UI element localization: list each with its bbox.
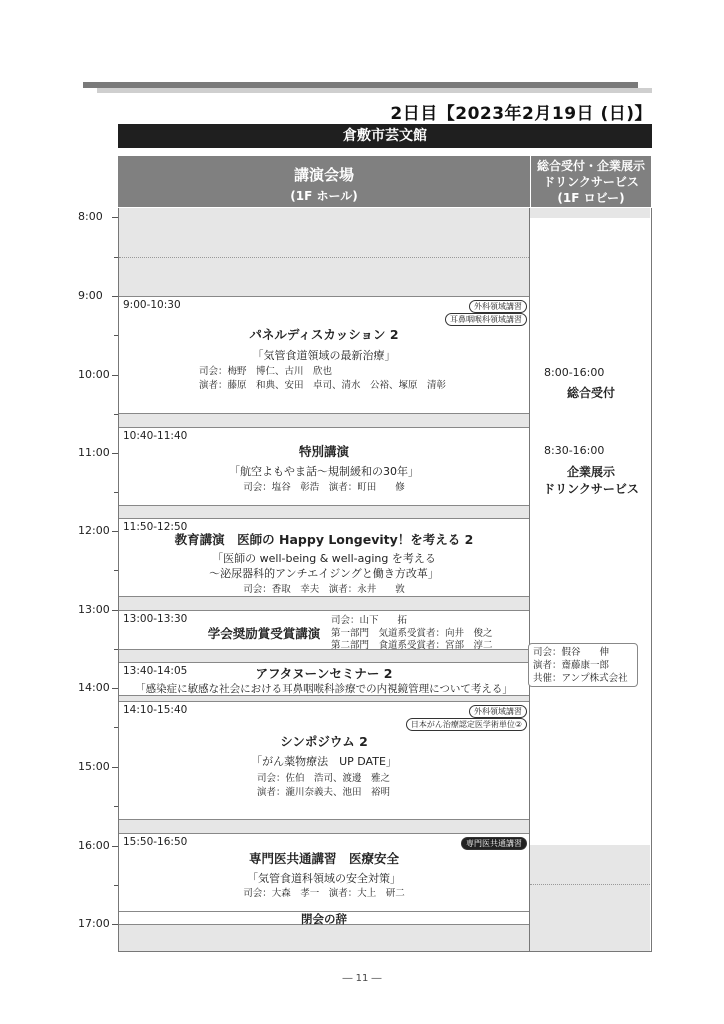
session-subtitle: 「航空よもやま話～規制緩和の30年」 bbox=[229, 465, 419, 478]
seminar-info-callout bbox=[528, 643, 638, 687]
session-subtitle: 「気管食道領域の最新治療」 bbox=[252, 349, 396, 362]
hour-tick bbox=[112, 688, 118, 689]
hour-tick bbox=[112, 846, 118, 847]
session-subtitle-1: 「医師の well-being & well-aging を考える bbox=[212, 552, 436, 565]
session-panel-discussion-2 bbox=[119, 296, 529, 414]
lobby-header bbox=[531, 156, 651, 207]
hour-label: 9:00 bbox=[78, 289, 103, 302]
hour-tick bbox=[112, 375, 118, 376]
session-title: シンポジウム 2 bbox=[280, 734, 368, 749]
session-chairs: 司会：梅野 博仁、古川 欣也 bbox=[199, 366, 333, 377]
hour-label: 14:00 bbox=[78, 681, 110, 694]
reception-time: 8:00-16:00 bbox=[544, 366, 605, 379]
half-tick bbox=[114, 414, 118, 415]
hour-label: 13:00 bbox=[78, 603, 110, 616]
session-award-lecture bbox=[119, 610, 529, 650]
top-rule-light bbox=[97, 88, 652, 93]
lobby-header-line2: ドリンクサービス bbox=[543, 175, 639, 189]
session-time: 15:50-16:50 bbox=[123, 836, 188, 848]
half-tick bbox=[114, 885, 118, 886]
hour-label: 17:00 bbox=[78, 917, 110, 930]
session-title: 特別講演 bbox=[298, 444, 349, 459]
session-common-lecture-safety bbox=[119, 833, 529, 912]
drink-service-label: ドリンクサービス bbox=[543, 482, 639, 496]
award-second-division: 第二部門 食道系受賞者：宮部 淳二 bbox=[331, 640, 493, 651]
session-time: 9:00-10:30 bbox=[123, 299, 181, 311]
session-title: 学会奨励賞受賞講演 bbox=[207, 626, 321, 641]
exhibit-time: 8:30-16:00 bbox=[544, 444, 605, 457]
session-time: 10:40-11:40 bbox=[123, 430, 188, 442]
page-number: ― 11 ― bbox=[342, 973, 382, 984]
session-closing bbox=[119, 911, 529, 925]
session-time: 13:40-14:05 bbox=[123, 665, 188, 677]
callout-speaker: 演者：齋藤康一郎 bbox=[533, 660, 610, 671]
hour-tick bbox=[112, 610, 118, 611]
session-title: 閉会の辞 bbox=[301, 912, 347, 926]
session-chairs: 司会：佐伯 浩司、渡邊 雅之 bbox=[257, 773, 391, 784]
session-people: 司会：香取 幸夫 演者：永井 敦 bbox=[243, 584, 405, 595]
session-speakers: 演者：藤原 和典、安田 卓司、清水 公裕、塚原 清彰 bbox=[199, 380, 447, 391]
session-title: アフタヌーンセミナー 2 bbox=[255, 666, 393, 681]
session-people: 司会：塩谷 彰浩 演者：町田 修 bbox=[243, 482, 405, 493]
session-title: パネルディスカッション 2 bbox=[249, 327, 399, 342]
session-symposium-2 bbox=[119, 701, 529, 820]
half-tick bbox=[114, 649, 118, 650]
hour-tick bbox=[112, 296, 118, 297]
day-title: 2日目【2023年2月19日 (日)】 bbox=[390, 104, 652, 124]
badge-ent: 耳鼻咽喉科領域講習 bbox=[445, 313, 527, 326]
hour-label: 8:00 bbox=[78, 210, 103, 223]
session-afternoon-seminar-2 bbox=[119, 662, 529, 696]
hour-tick bbox=[112, 924, 118, 925]
session-time: 13:00-13:30 bbox=[123, 613, 188, 625]
main-hall-subtitle: (1F ホール) bbox=[290, 189, 358, 203]
lobby-dotted-line bbox=[530, 884, 650, 885]
hour-tick bbox=[112, 453, 118, 454]
lobby-column bbox=[530, 208, 652, 952]
session-subtitle: 「感染症に敏感な社会における耳鼻咽喉科診療での内視鏡管理について考える」 bbox=[135, 683, 513, 695]
hour-label: 10:00 bbox=[78, 368, 110, 381]
badge-surgery: 外科領域講習 bbox=[469, 705, 527, 718]
award-first-division: 第一部門 気道系受賞者：向井 俊之 bbox=[331, 628, 493, 639]
venue-bar: 倉敷市芸文館 bbox=[118, 124, 652, 148]
hour-label: 12:00 bbox=[78, 524, 110, 537]
dotted-830 bbox=[119, 257, 529, 258]
lobby-header-line1: 総合受付・企業展示 bbox=[536, 159, 645, 173]
badge-common-lecture: 専門医共通講習 bbox=[461, 837, 527, 850]
hour-label: 11:00 bbox=[78, 446, 110, 459]
hour-tick bbox=[112, 217, 118, 218]
callout-chair: 司会：假谷 伸 bbox=[533, 647, 610, 658]
session-subtitle: 「気管食道科領域の安全対策」 bbox=[247, 872, 401, 885]
session-education-lecture bbox=[119, 518, 529, 597]
lobby-header-line3: (1F ロビー) bbox=[557, 191, 625, 205]
badge-cancer-credit: 日本がん治療認定医学術単位② bbox=[406, 718, 527, 731]
reception-label: 総合受付 bbox=[566, 386, 615, 400]
exhibit-label: 企業展示 bbox=[566, 465, 615, 479]
half-tick bbox=[114, 570, 118, 571]
lobby-gray-top bbox=[530, 208, 650, 218]
half-tick bbox=[114, 492, 118, 493]
half-tick bbox=[114, 257, 118, 258]
lobby-gray-bottom bbox=[530, 845, 650, 951]
session-chair: 司会：山下 拓 bbox=[331, 615, 408, 626]
session-time: 14:10-15:40 bbox=[123, 704, 188, 716]
session-title: 専門医共通講習 医療安全 bbox=[248, 851, 399, 866]
half-tick bbox=[114, 806, 118, 807]
hour-tick bbox=[112, 531, 118, 532]
half-tick bbox=[114, 335, 118, 336]
main-hall-title: 講演会場 bbox=[293, 166, 354, 184]
hour-label: 16:00 bbox=[78, 839, 110, 852]
session-people: 司会：大森 孝一 演者：大上 研二 bbox=[243, 888, 405, 899]
hour-tick bbox=[112, 767, 118, 768]
session-speakers: 演者：瀧川奈義夫、池田 裕明 bbox=[257, 787, 391, 798]
session-title: 教育講演 医師の Happy Longevity！を考える 2 bbox=[174, 532, 474, 547]
session-subtitle-2: ～泌尿器科的アンチエイジングと働き方改革」 bbox=[209, 567, 439, 580]
session-special-lecture bbox=[119, 427, 529, 506]
badge-surgery: 外科領域講習 bbox=[469, 300, 527, 313]
main-hall-header bbox=[118, 156, 530, 207]
hour-label: 15:00 bbox=[78, 760, 110, 773]
callout-sponsor: 共催：アンプ株式会社 bbox=[533, 673, 628, 684]
session-subtitle: 「がん薬物療法 UP DATE」 bbox=[251, 755, 397, 768]
half-tick bbox=[114, 727, 118, 728]
session-time: 11:50-12:50 bbox=[123, 521, 188, 533]
